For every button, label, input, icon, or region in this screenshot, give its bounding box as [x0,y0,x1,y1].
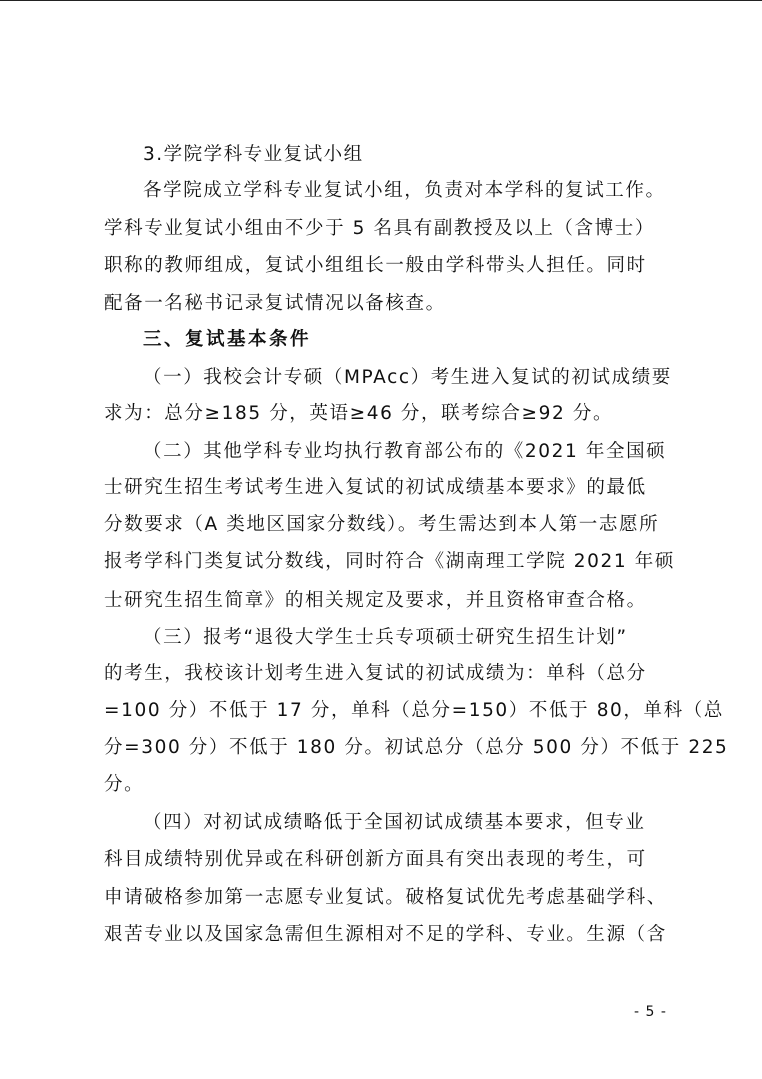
top-border-line [0,0,762,1]
subsection-heading: 3.学院学科专业复试小组 [143,144,364,165]
paragraph-line: 分。 [104,774,145,795]
paragraph-line: 士研究生招生考试考生进入复试的初试成绩基本要求》的最低 [104,477,647,498]
paragraph-line: （二）其他学科专业均执行教育部公布的《2021 年全国硕 [143,441,667,462]
paragraph-line: 士研究生招生简章》的相关规定及要求，并且资格审查合格。 [104,590,647,611]
paragraph-line: 申请破格参加第一志愿专业复试。破格复试优先考虑基础学科、 [104,887,667,908]
paragraph-line: （一）我校会计专硕（MPAcc）考生进入复试的初试成绩要 [143,367,672,388]
paragraph-line: 职称的教师组成，复试小组组长一般由学科带头人担任。同时 [104,255,647,276]
paragraph-line: 分=300 分）不低于 180 分。初试总分（总分 500 分）不低于 225 [104,737,729,758]
paragraph-line: （三）报考“退役大学生士兵专项硕士研究生招生计划” [143,627,628,648]
paragraph-line: 配备一名秘书记录复试情况以备核查。 [104,293,446,314]
paragraph-line: 报考学科门类复试分数线，同时符合《湖南理工学院 2021 年硕 [104,551,675,572]
paragraph-line: （四）对初试成绩略低于全国初试成绩基本要求，但专业 [143,812,646,833]
paragraph-line: 学科专业复试小组由不少于 5 名具有副教授及以上（含博士） [104,218,655,239]
section-heading: 三、复试基本条件 [143,329,312,350]
paragraph-line: =100 分）不低于 17 分，单科（总分=150）不低于 80，单科（总 [104,700,724,721]
paragraph-line: 艰苦专业以及国家急需但生源相对不足的学科、专业。生源（含 [104,924,667,945]
paragraph-line: 分数要求（A 类地区国家分数线）。考生需达到本人第一志愿所 [104,514,660,535]
paragraph-line: 的考生，我校该计划考生进入复试的初试成绩为：单科（总分 [104,663,647,684]
paragraph-line: 各学院成立学科专业复试小组，负责对本学科的复试工作。 [143,180,666,201]
page-number: - 5 - [634,1004,667,1020]
paragraph-line: 科目成绩特别优异或在科研创新方面具有突出表现的考生，可 [104,849,647,870]
paragraph-line: 求为：总分≥185 分，英语≥46 分，联考综合≥92 分。 [104,403,614,424]
